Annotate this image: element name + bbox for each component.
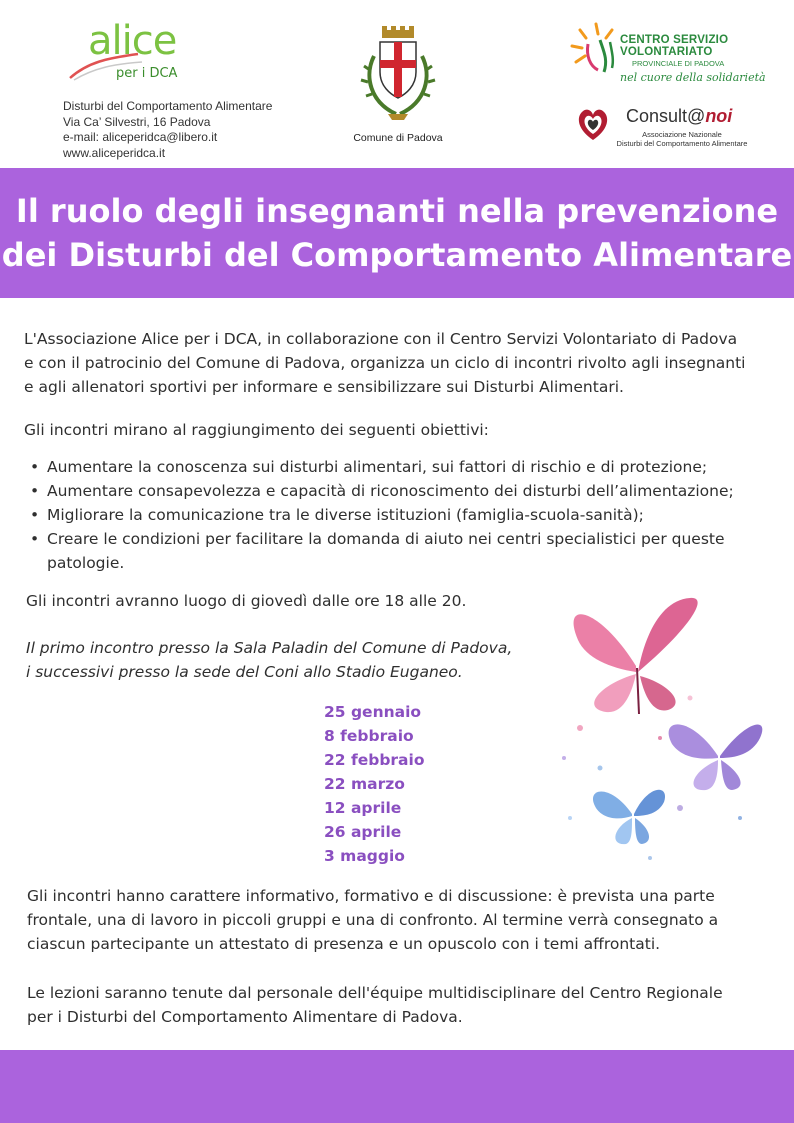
- aim-text: Creare le condizioni per facilitare la domanda di aiuto nei centri specialistici per queste: [47, 530, 725, 548]
- csv-name-line1: CENTRO SERVIZIO: [620, 34, 729, 46]
- schedule-text: Gli incontri avranno luogo di giovedì dalle ore 18 alle 20.: [26, 592, 467, 610]
- aims-list-item: [24, 527, 764, 575]
- consultanoi-sub2: Disturbi del Comportamento Alimentare: [616, 139, 748, 148]
- bullet-icon: •: [30, 482, 40, 500]
- alice-logo-sub: per i DCA: [116, 66, 178, 81]
- heart-hands-icon: [574, 104, 612, 144]
- alice-logo: [68, 18, 208, 90]
- staff-paragraph: [27, 981, 777, 1029]
- consultanoi-sub1: Associazione Nazionale: [642, 130, 722, 139]
- csv-padova-logo: [568, 20, 766, 90]
- aim-text: Aumentare la conoscenza sui disturbi alimentari, sui fattori di rischio e di protezione;: [47, 458, 708, 476]
- aims-list-item: [24, 455, 764, 479]
- csv-province: PROVINCIALE DI PADOVA: [632, 59, 725, 68]
- blue-butterfly-icon: [593, 790, 665, 844]
- title-line-1: Il ruolo degli insegnanti nella prevenzione: [15, 192, 779, 230]
- consultanoi-name: [626, 106, 732, 127]
- date-item: 3 maggio: [324, 847, 405, 865]
- title-banner: [0, 168, 794, 298]
- aim-text-continuation: patologie.: [47, 554, 125, 572]
- intro-line: e con il patrocinio del Comune di Padova, organizza un ciclo di incontri rivolto agli insegnanti: [24, 354, 746, 372]
- closing-line: frontale, una di lavoro in piccoli gruppi e una di confronto. Al termine verrà consegnato a: [27, 911, 719, 929]
- venue-text: [26, 636, 512, 684]
- alice-logo-word: alice: [88, 18, 177, 64]
- date-item: 22 febbraio: [324, 751, 425, 769]
- padova-crest-icon: [358, 26, 438, 130]
- csv-sun-icon: [568, 20, 624, 76]
- comune-di-padova-label: Comune di Padova: [353, 132, 443, 144]
- title-line-2: dei Disturbi del Comportamento Alimentare: [1, 236, 793, 274]
- aims-list: [24, 455, 764, 575]
- bullet-icon: •: [30, 458, 40, 476]
- page-header: [0, 0, 794, 168]
- venue-line-2: i successivi presso la sede del Coni allo Stadio Euganeo.: [26, 663, 463, 681]
- venue-line-1: Il primo incontro presso la Sala Paladin del Comune di Padova,: [26, 639, 513, 657]
- intro-line: L'Associazione Alice per i DCA, in collaborazione con il Centro Servizi Volontariato di Padova: [24, 330, 738, 348]
- csv-motto: nel cuore della solidarietà: [620, 71, 766, 84]
- dates-list: [324, 700, 424, 868]
- closing-paragraph: [27, 884, 777, 956]
- date-item: 25 gennaio: [324, 703, 422, 721]
- purple-butterfly-icon: [669, 724, 763, 790]
- staff-line: Le lezioni saranno tenute dal personale dell'équipe multidisciplinare del Centro Regionale: [27, 984, 723, 1002]
- date-item: 8 febbraio: [324, 727, 414, 745]
- intro-paragraph: [24, 327, 774, 399]
- org-contact-info: [63, 99, 272, 161]
- date-item: 12 aprile: [324, 799, 402, 817]
- closing-line: ciascun partecipante un attestato di presenza e un opuscolo con i temi affrontati.: [27, 935, 661, 953]
- bullet-icon: •: [30, 506, 40, 524]
- csv-name: [620, 34, 728, 58]
- org-email: e-mail: aliceperidca@libero.it: [63, 130, 218, 144]
- closing-line: Gli incontri hanno carattere informativo, formativo e di discussione: è prevista una parte: [27, 887, 715, 905]
- butterflies-illustration: [540, 588, 780, 878]
- aim-text: Migliorare la comunicazione tra le diverse istituzioni (famiglia-scuola-sanità);: [47, 506, 644, 524]
- date-item: 26 aprile: [324, 823, 402, 841]
- aim-text: Aumentare consapevolezza e capacità di riconoscimento dei disturbi dell’alimentazione;: [47, 482, 734, 500]
- intro-line: e agli allenatori sportivi per informare e sensibilizzare sui Disturbi Alimentari.: [24, 378, 624, 396]
- aims-list-item: [24, 503, 764, 527]
- org-address: Via Ca’ Silvestri, 16 Padova: [63, 114, 211, 129]
- csv-name-line2: VOLONTARIATO: [620, 46, 713, 58]
- pink-butterfly-icon: [574, 598, 698, 714]
- aims-list-item: [24, 479, 764, 503]
- footer-band: [0, 1050, 794, 1123]
- org-name: Disturbi del Comportamento Alimentare: [63, 99, 273, 113]
- date-item: 22 marzo: [324, 775, 405, 793]
- consultanoi-subtitle: [612, 130, 752, 148]
- aims-intro: Gli incontri mirano al raggiungimento dei seguenti obiettivi:: [24, 421, 489, 439]
- consultanoi-name-prefix: Consult@: [626, 106, 706, 126]
- staff-line: per i Disturbi del Comportamento Alimentare di Padova.: [27, 1008, 463, 1026]
- consultanoi-logo: [574, 104, 754, 152]
- comune-di-padova-logo: [330, 26, 466, 150]
- bullet-icon: •: [30, 530, 40, 548]
- consultanoi-name-suffix: noi: [705, 106, 733, 126]
- org-website: www.aliceperidca.it: [63, 145, 166, 160]
